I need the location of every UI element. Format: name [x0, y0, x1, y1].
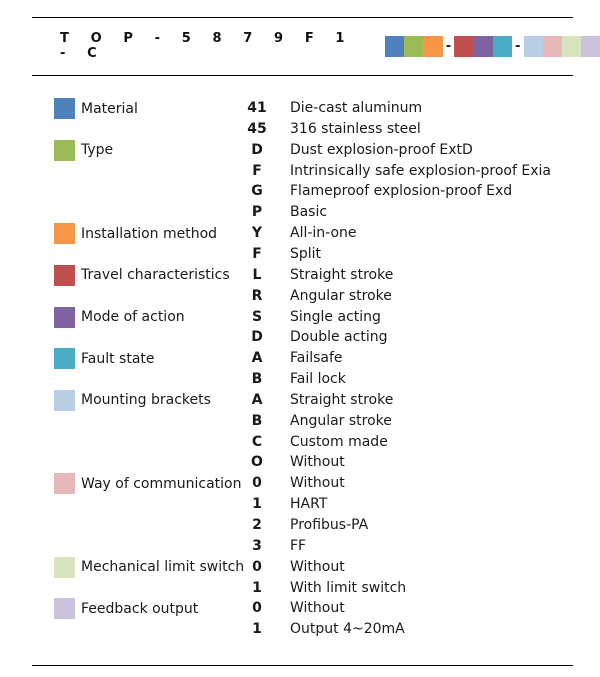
option-description: Single acting — [290, 308, 381, 325]
category-name: Way of communication — [81, 475, 242, 492]
option-description: Fail lock — [290, 371, 346, 388]
category-color-swatch — [54, 557, 75, 578]
option-description: Without — [290, 475, 345, 492]
option-row — [0, 432, 600, 453]
option-description: With limit switch — [290, 579, 407, 596]
category-color-swatch — [54, 348, 75, 369]
option-description: 316 stainless steel — [290, 120, 421, 137]
swatch-travel — [454, 36, 473, 57]
option-description: Split — [290, 245, 322, 262]
option-code: 2 — [252, 517, 262, 533]
category-color-swatch — [54, 473, 75, 494]
category-label — [54, 348, 155, 369]
option-code: 1 — [252, 579, 262, 596]
category-label — [54, 265, 230, 286]
option-code: 0 — [252, 600, 262, 617]
category-color-swatch — [54, 140, 75, 161]
option-code: R — [251, 287, 263, 304]
category-name: Installation method — [81, 225, 218, 242]
option-code: C — [251, 433, 263, 450]
swatch-brackets — [524, 36, 543, 57]
option-code: 0 — [252, 558, 262, 575]
option-code: P — [251, 204, 263, 221]
swatch-communication — [543, 36, 562, 57]
bottom-rule — [32, 665, 573, 666]
option-description: Angular stroke — [290, 287, 392, 304]
option-code: 1 — [252, 621, 262, 638]
option-description: Dust explosion-proof ExtD — [290, 141, 473, 158]
option-code: 1 — [252, 496, 262, 513]
dash-separator: - — [514, 38, 521, 54]
option-code: 45 — [247, 120, 267, 137]
option-description: Profibus-PA — [290, 517, 369, 533]
option-code: L — [252, 266, 262, 283]
option-code: Y — [251, 225, 263, 242]
option-code: 3 — [252, 537, 262, 554]
option-description: HART — [290, 496, 328, 513]
category-color-swatch — [54, 390, 75, 411]
option-row — [0, 327, 600, 348]
option-row — [0, 515, 600, 536]
category-label — [54, 557, 244, 578]
category-label — [54, 98, 138, 119]
category-color-swatch — [54, 98, 75, 119]
category-name: Type — [81, 142, 114, 159]
option-code: 0 — [252, 475, 262, 492]
option-description: Basic — [290, 204, 328, 221]
model-code-header — [60, 31, 600, 61]
option-code: 41 — [247, 100, 267, 116]
option-row — [0, 578, 600, 599]
dash-separator: - — [445, 38, 452, 54]
option-row — [0, 494, 600, 515]
category-label — [54, 390, 211, 411]
option-description: All-in-one — [290, 225, 357, 242]
option-description: Angular stroke — [290, 412, 392, 429]
header-rule — [32, 75, 573, 76]
category-color-swatch — [54, 265, 75, 286]
option-description: Intrinsically safe explosion-proof Exia — [290, 162, 551, 179]
top-rule — [32, 17, 573, 18]
option-code: O — [251, 454, 263, 471]
swatch-limit-switch — [562, 36, 581, 57]
option-row — [0, 119, 600, 140]
option-code: D — [251, 141, 263, 158]
category-label — [54, 473, 241, 494]
option-code: S — [251, 308, 263, 325]
option-description: Flameproof explosion-proof Exd — [290, 183, 513, 200]
option-row — [0, 202, 600, 223]
category-name: Feedback output — [81, 600, 199, 617]
option-description: Without — [290, 600, 345, 617]
category-label — [54, 307, 185, 328]
category-color-swatch — [54, 598, 75, 619]
option-code: B — [251, 371, 263, 388]
option-description: Failsafe — [290, 350, 343, 367]
swatch-feedback — [581, 36, 600, 57]
option-row — [0, 411, 600, 432]
category-name: Travel characteristics — [81, 267, 230, 284]
option-description: Die-cast aluminum — [290, 100, 423, 116]
model-code-text: T O P - 5 8 7 9 F 1 - C — [60, 31, 354, 61]
option-row — [0, 452, 600, 473]
option-code: D — [251, 329, 263, 346]
swatch-material — [385, 36, 404, 57]
option-code: G — [251, 183, 263, 200]
swatch-fault — [493, 36, 512, 57]
option-description: Custom made — [290, 433, 388, 450]
option-row — [0, 536, 600, 557]
category-label — [54, 598, 198, 619]
option-description: Output 4~20mA — [290, 621, 405, 638]
category-color-swatch — [54, 223, 75, 244]
swatch-type — [404, 36, 423, 57]
option-row — [0, 181, 600, 202]
option-description: FF — [290, 537, 307, 554]
option-code: F — [252, 162, 262, 179]
option-code: F — [252, 245, 262, 262]
category-name: Material — [81, 100, 138, 117]
option-description: Double acting — [290, 329, 388, 346]
swatch-action — [474, 36, 493, 57]
category-name: Mechanical limit switch — [81, 559, 245, 576]
category-name: Mounting brackets — [81, 392, 211, 409]
category-name: Mode of action — [81, 309, 185, 325]
option-description: Without — [290, 558, 345, 575]
option-description: Without — [290, 454, 345, 471]
option-description: Straight stroke — [290, 266, 394, 283]
option-row — [0, 286, 600, 307]
option-code: B — [251, 412, 263, 429]
category-label — [54, 140, 113, 161]
option-row — [0, 619, 600, 640]
option-code: A — [251, 350, 263, 367]
option-row — [0, 161, 600, 182]
category-label — [54, 223, 217, 244]
option-row — [0, 244, 600, 265]
option-row — [0, 369, 600, 390]
option-code: A — [251, 391, 263, 408]
swatch-installation — [423, 36, 442, 57]
option-description: Straight stroke — [290, 391, 394, 408]
category-name: Fault state — [81, 350, 155, 367]
category-color-swatch — [54, 307, 75, 328]
